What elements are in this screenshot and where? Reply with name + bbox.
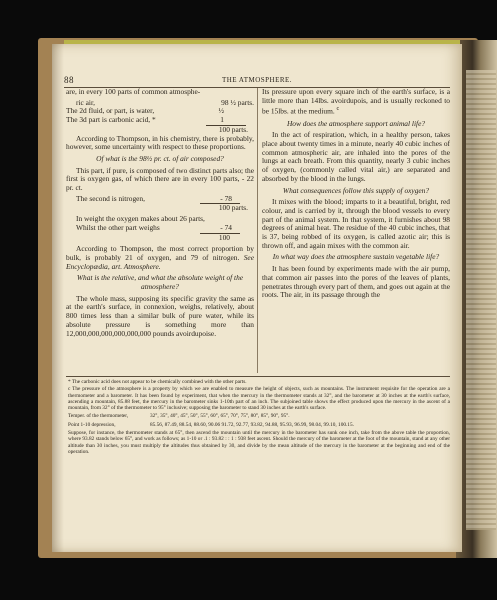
row-total: 100 <box>218 232 230 242</box>
row-value: ½ <box>218 106 224 116</box>
footnote-mark: c <box>336 106 340 113</box>
reference-text: See Encyclopædia, art. Atmosphere. <box>66 252 254 271</box>
temperature-row <box>68 413 450 419</box>
paragraph-text: This part, if pure, is composed of two distinct parts also; the first is oxygen gas, of which there are in every 100 parts, <box>66 165 254 184</box>
question-heading: How does the atmosphere support animal life? <box>286 118 426 128</box>
paragraph: It has been found by experiments made with the air pump, that common air passes into the pores of the leaves of plants, penetrates through every part of them, and goes out again at the roots. The air, in its passage through the <box>262 264 450 300</box>
question-heading: What is the relative, and what the absolute weight of the atmosphere? <box>76 273 244 292</box>
facing-page-text <box>466 70 496 530</box>
question-heading: Of what is the 98½ pr. ct. of air composed? <box>96 153 224 163</box>
row-label: Whilst the other part weighs <box>76 222 160 232</box>
footnotes <box>68 379 450 456</box>
row-label: The 3d part is carbonic acid, * <box>66 115 156 125</box>
footnote: Suppose, for instance, the thermometer stands at 65°, then ascend the mountain until the mercury in the barometer has sunk one inch, take from the above table the proportion, where 93.82 stands below 65°, and work as follows; as 1-10 or .1 : 93.82 : : 1 : 938 feet ascent. Should the mercury of the barometer at the foot of the mountain, stand at any other altitude than 30 inches, you must multiply the altitudes thus obtained by 30, and divide by the mean altitude of the mercury in the barometer at the beginning and end of the operation. <box>68 430 450 455</box>
question-heading: What consequences follow this supply of oxygen? <box>282 185 430 195</box>
footnote: c The pressure of the atmosphere is a property by which we are enabled to measure the height of objects, such as mountains. The instrument requisite for the operation are a thermometer and a barometer. It has been found by experiment, that when the mercury in the thermometer stands at 32°, and the barometer at 30 inches at the earth's surface, ascending a mountain, 85.88 feet, the mercury in the barometer sinks 1-10th part of an inch. The subjoined table shows the effect produced upon the mercury in the ascent of a mountain, from 32° of the thermometer to 95° inclusive; supposing the barometer to stand 30 inches at the earth's surface. <box>68 386 450 412</box>
footnote-rule <box>66 376 450 377</box>
table-row <box>66 224 254 233</box>
paragraph <box>262 88 450 117</box>
row-value: 98 ½ parts. <box>221 97 254 107</box>
depression-values: 85.56, 87.49, 88.54, 88.60, 90.06 91.72, 92.77, 93.82, 94.88, 95.93, 96.99, 98.04, 99.10, 100.15. <box>150 421 354 428</box>
temperature-label: Temper. of the thermometer, <box>68 413 129 420</box>
footnote: * The carbonic acid does not appear to be chemically combined with the other parts. <box>68 379 247 385</box>
paragraph: In the act of respiration, which, in a healthy person, takes place about twenty times in a minute, nearly 40 cubic inches of common atmospheric air, are inhaled into the pores of the lungs at each breath. From this quantity, nearly 3 cubic inches of oxygen, (commonly called vital air,) are separated and absorbed by the blood in the lungs. <box>262 130 450 183</box>
row-total: 100 parts. <box>218 124 248 134</box>
depression-label: Point 1-10 depression, <box>68 421 116 428</box>
table-row <box>66 234 254 243</box>
table-row <box>66 204 254 213</box>
page-number: 88 <box>64 75 74 85</box>
table-row <box>66 116 254 125</box>
row-label: ric air, <box>76 97 95 107</box>
running-head: THE ATMOSPHERE. <box>221 76 293 84</box>
paragraph: According to Thompson, in his chemistry, there is probably, however, some uncertainty with respect to these proportions. <box>66 133 254 152</box>
depression-row <box>68 422 450 428</box>
row-label: The 2d fluid, or part, is water, <box>66 106 155 116</box>
table-row <box>66 195 254 204</box>
paragraph-text: Its pressure upon every square inch of the earth's surface, is a little more than 14lbs. avoirdupois, and is usually reckoned to be 15lbs. at the medium. <box>262 87 450 116</box>
row-value: 1 <box>220 115 224 125</box>
right-column <box>262 88 450 302</box>
book-page <box>52 44 462 552</box>
paragraph: The whole mass, supposing its specific gravity the same as at the earth's surface, in connexion, weighs, relatively, about 800 times less than a similar bulk of pure water, while its absolute pressure is something more than 12,000,000,000,000,000,000 pounds avoirdupoise. <box>66 293 254 338</box>
paragraph <box>66 245 254 271</box>
row-value: - 78 <box>220 193 232 203</box>
row-label: The second is nitrogen, <box>76 193 145 203</box>
paragraph <box>66 167 254 193</box>
text-line: are, in every 100 parts of common atmosphe- <box>66 87 201 96</box>
spine-shadow <box>52 44 64 552</box>
row-total: 100 parts. <box>218 203 248 213</box>
paragraph-value: - 22 pr. ct. <box>66 174 254 193</box>
question-heading: In what way does the atmosphere sustain vegetable life? <box>272 252 440 262</box>
row-value: - 74 <box>220 222 232 232</box>
left-column <box>66 88 254 340</box>
paragraph-text: According to Thompson, the most correct proportion by bulk, is probably 21 of oxygen, and 79 of nitrogen. <box>66 244 254 262</box>
column-divider <box>257 88 258 373</box>
temperature-values: 32°, 35°, 40°, 45°, 50°, 55°, 60°, 65°, 70°, 75°, 80°, 85°, 90°, 95°. <box>150 413 290 420</box>
text-line: In weight the oxygen makes about 26 parts, <box>76 214 205 224</box>
paragraph: It mixes with the blood; imparts to it a beautiful, bright, red colour, and is carried by it, through the blood vessels to every part of the animal system. In that system, it furnishes about 98 degrees of animal heat. The residue of the 40 cubic inches, that is 37, being robbed of its oxygen, is called azotic air; this is thrown off, and again mixes with the common air. <box>262 197 450 250</box>
